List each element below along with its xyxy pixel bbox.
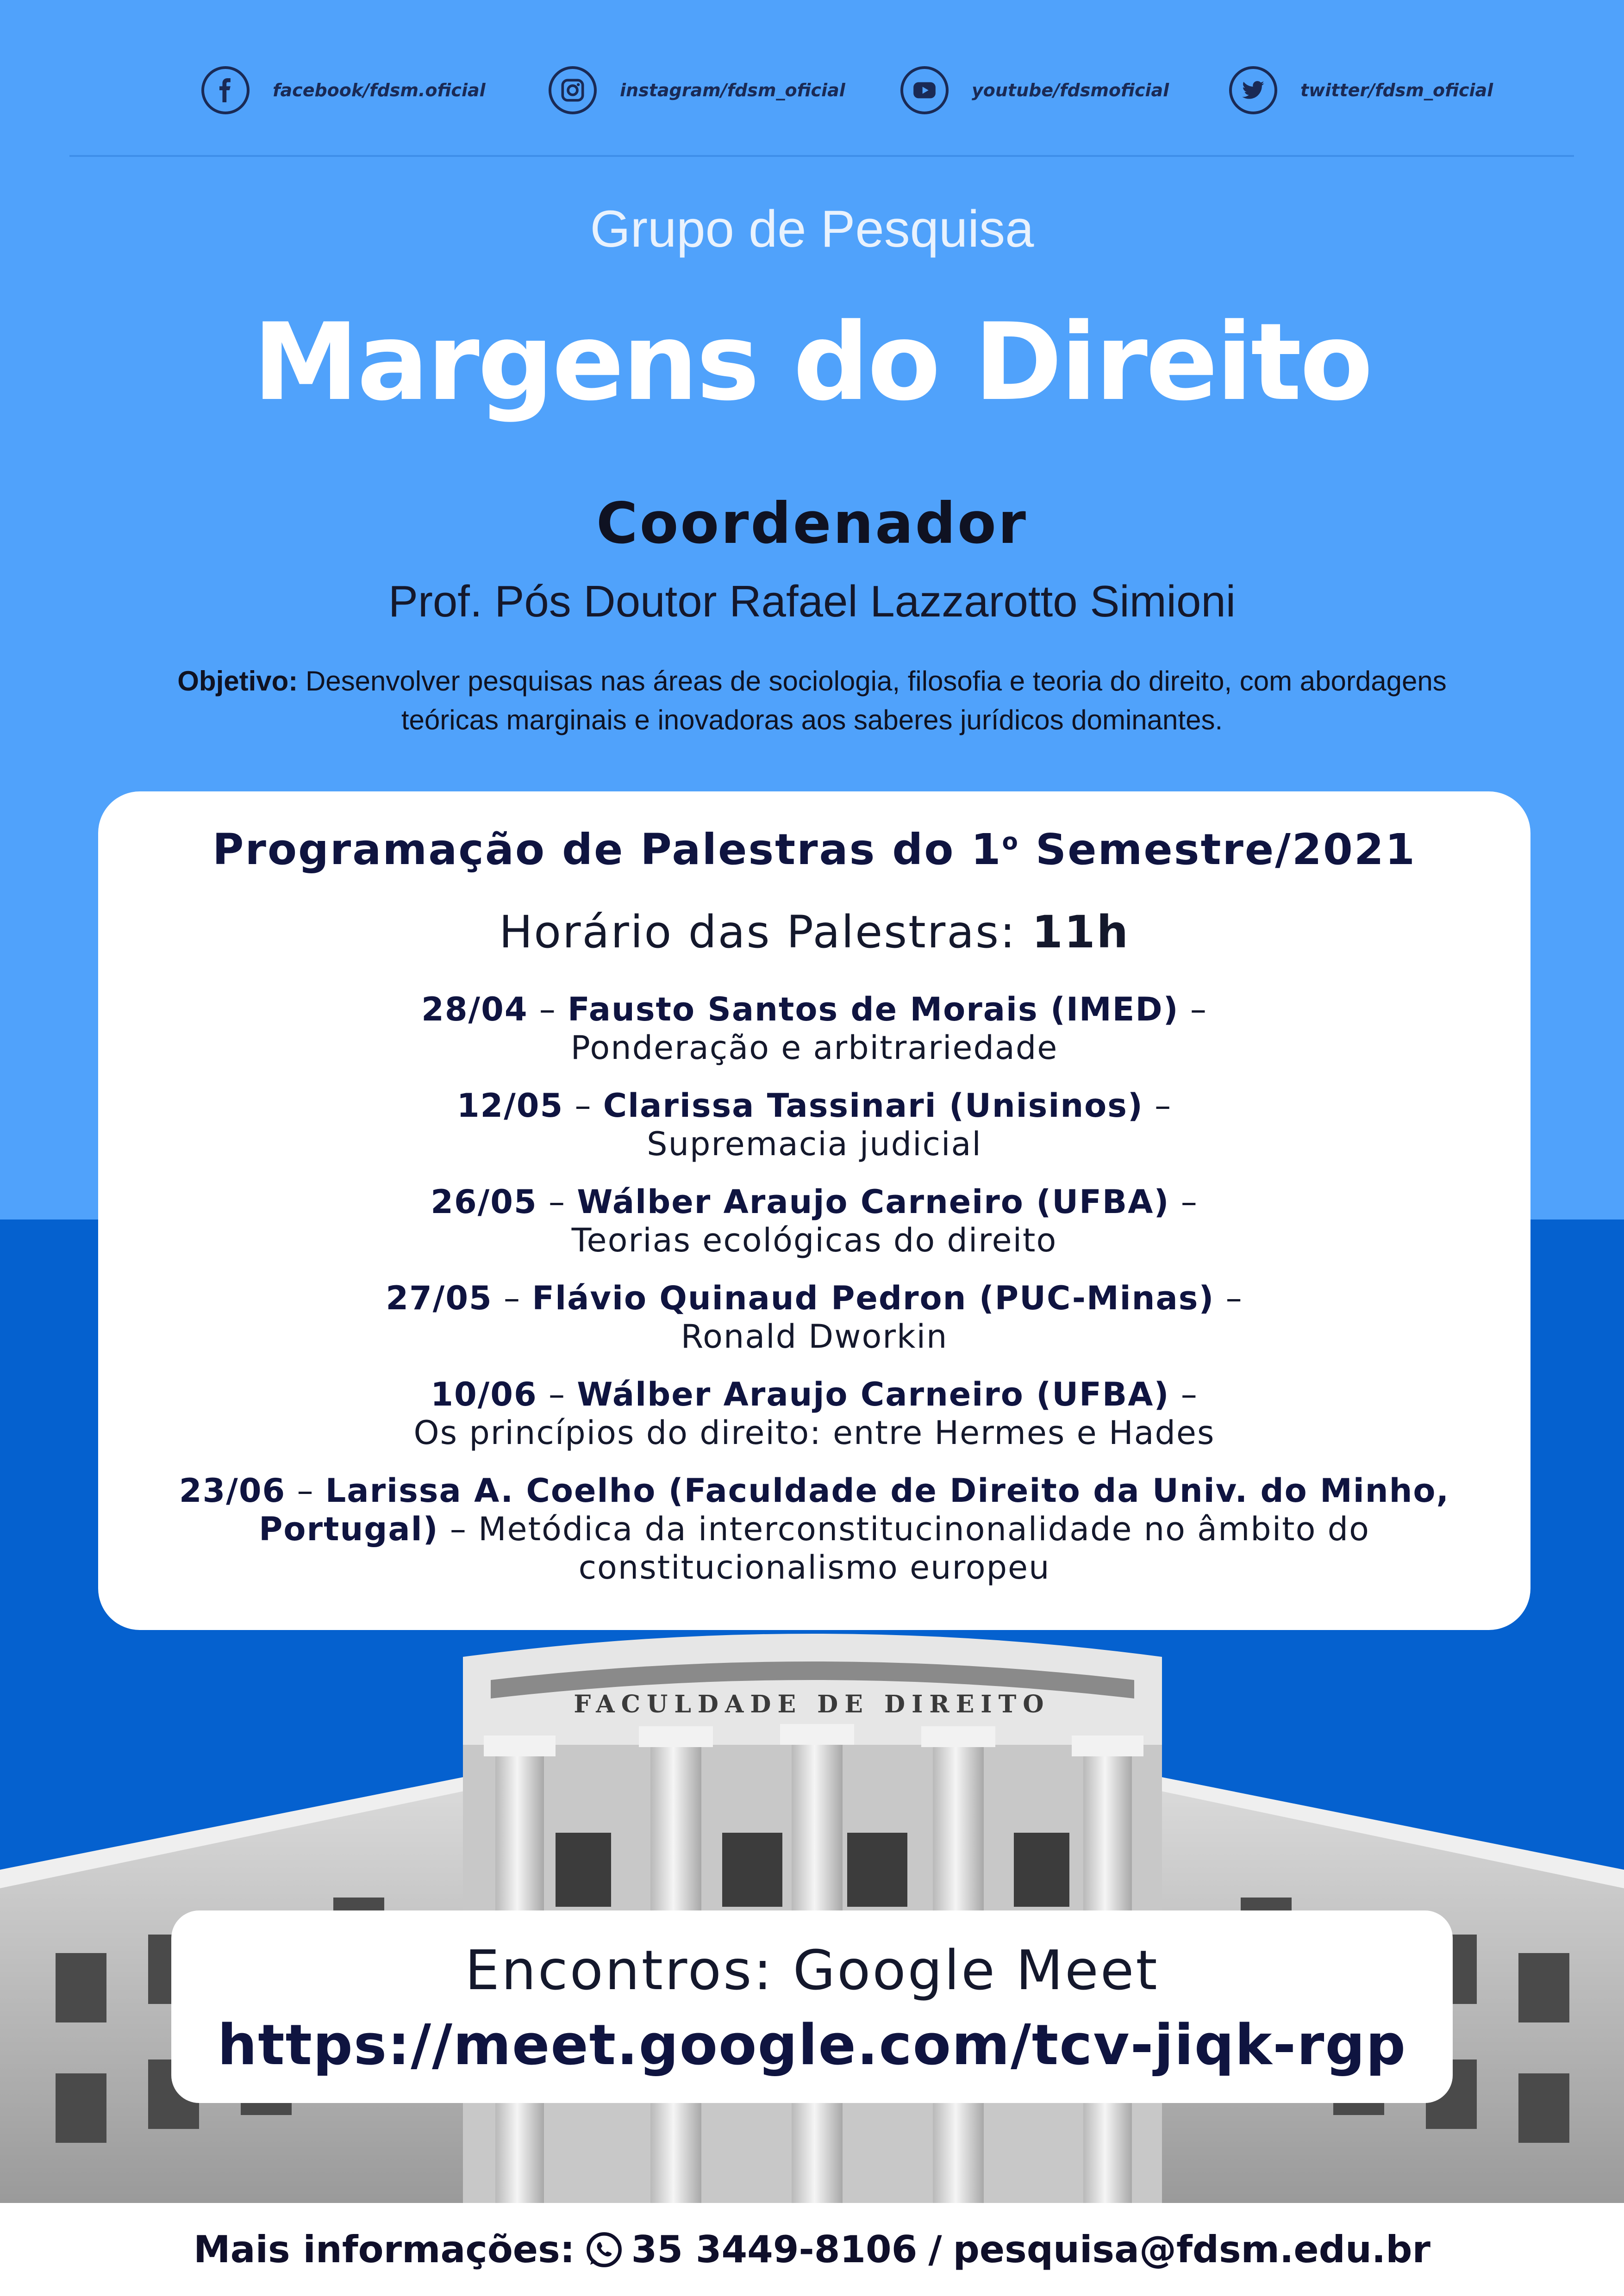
objective-text: Desenvolver pesquisas nas áreas de sociologia, filosofia e teoria do direito, com abordagens teóricas marginais e inovadoras aos saberes jurídicos dominantes. xyxy=(298,666,1447,735)
hours-label: Horário das Palestras: xyxy=(499,906,1032,958)
talk-topic: Metódica da interconstitucinonalidade no âmbito do constitucionalismo europeu xyxy=(478,1510,1370,1587)
talk-speaker: Clarissa Tassinari (Unisinos) xyxy=(603,1087,1143,1125)
schedule-hours xyxy=(98,906,1530,958)
whatsapp-icon xyxy=(585,2231,623,2269)
meet-box xyxy=(171,1910,1453,2103)
talk-speaker: Larissa A. Coelho (Faculdade de Direito da Univ. do Minho, Portugal) xyxy=(259,1472,1450,1548)
talk-list xyxy=(154,990,1475,1606)
social-facebook[interactable] xyxy=(201,65,486,116)
twitter-icon xyxy=(1229,66,1277,114)
talk-topic: Teorias ecológicas do direito xyxy=(571,1221,1057,1259)
talk-item: 23/06 – Larissa A. Coelho (Faculdade de Direito da Univ. do Minho, Portugal) – Metódica da interconstitucinonalidade no âmbito do constitucionalismo europeu xyxy=(179,1472,1450,1587)
talk-item: 28/04 – Fausto Santos de Morais (IMED) – Ponderação e arbitrariedade xyxy=(154,990,1475,1067)
talk-date: 28/04 xyxy=(421,990,528,1028)
talk-speaker: Wálber Araujo Carneiro (UFBA) xyxy=(577,1183,1170,1221)
header-divider xyxy=(69,155,1574,157)
footer-separator: / xyxy=(928,2228,942,2271)
coordinator-heading: Coordenador xyxy=(596,491,1028,556)
talk-date: 26/05 xyxy=(431,1183,537,1221)
talk-speaker: Fausto Santos de Morais (IMED) xyxy=(568,990,1179,1028)
group-kicker: Grupo de Pesquisa xyxy=(590,200,1034,258)
social-instagram[interactable] xyxy=(549,65,845,116)
schedule-card xyxy=(98,791,1530,1630)
talk-item: 26/05 – Wálber Araujo Carneiro (UFBA) – Teorias ecológicas do direito xyxy=(154,1183,1475,1260)
meet-label: Encontros: Google Meet xyxy=(465,1938,1159,2002)
talk-speaker: Wálber Araujo Carneiro (UFBA) xyxy=(577,1375,1170,1413)
talk-date: 12/05 xyxy=(456,1087,564,1125)
objective-label: Objetivo: xyxy=(177,666,298,697)
social-twitter[interactable] xyxy=(1229,65,1493,116)
talk-topic: Supremacia judicial xyxy=(647,1125,982,1163)
youtube-icon xyxy=(900,66,949,114)
facebook-icon xyxy=(201,66,250,114)
talk-item: 10/06 – Wálber Araujo Carneiro (UFBA) – Os princípios do direito: entre Hermes e Hades xyxy=(154,1375,1475,1452)
social-label: instagram/fdsm_oficial xyxy=(620,80,845,100)
coordinator-name: Prof. Pós Doutor Rafael Lazzarotto Simioni xyxy=(388,577,1236,626)
talk-item: 12/05 – Clarissa Tassinari (Unisinos) – Supremacia judicial xyxy=(154,1087,1475,1164)
objective-paragraph xyxy=(139,662,1485,740)
social-label: youtube/fdsmoficial xyxy=(972,80,1169,100)
talk-item: 27/05 – Flávio Quinaud Pedron (PUC-Minas) – Ronald Dworkin xyxy=(154,1279,1475,1356)
schedule-title-ordinal: o xyxy=(1002,828,1019,855)
talk-date: 27/05 xyxy=(386,1279,493,1317)
instagram-icon xyxy=(549,66,597,114)
schedule-title-suffix: Semestre/2021 xyxy=(1019,825,1416,874)
footer-label: Mais informações: xyxy=(194,2228,575,2271)
talk-speaker: Flávio Quinaud Pedron (PUC-Minas) xyxy=(532,1279,1215,1317)
footer-email[interactable]: pesquisa@fdsm.edu.br xyxy=(953,2228,1430,2271)
talk-date: 23/06 xyxy=(179,1472,286,1510)
talk-topic: Os princípios do direito: entre Hermes e Hades xyxy=(413,1414,1215,1452)
meet-link[interactable]: https://meet.google.com/tcv-jiqk-rgp xyxy=(217,2013,1407,2078)
social-label: twitter/fdsm_oficial xyxy=(1300,80,1493,100)
talk-topic: Ponderação e arbitrariedade xyxy=(570,1029,1058,1067)
talk-topic: Ronald Dworkin xyxy=(681,1318,948,1356)
social-bar xyxy=(0,65,1624,116)
talk-date: 10/06 xyxy=(431,1375,537,1413)
group-title: Margens do Direito xyxy=(253,301,1371,424)
building-inscription: FACULDADE DE DIREITO xyxy=(574,1690,1050,1718)
social-youtube[interactable] xyxy=(900,65,1169,116)
footer-phone[interactable]: 35 3449-8106 xyxy=(631,2228,918,2271)
social-label: facebook/fdsm.oficial xyxy=(273,80,486,100)
hours-value: 11h xyxy=(1031,906,1130,958)
footer-contact xyxy=(0,2203,1624,2296)
schedule-title xyxy=(98,825,1530,874)
schedule-title-prefix: Programação de Palestras do 1 xyxy=(212,825,1002,874)
